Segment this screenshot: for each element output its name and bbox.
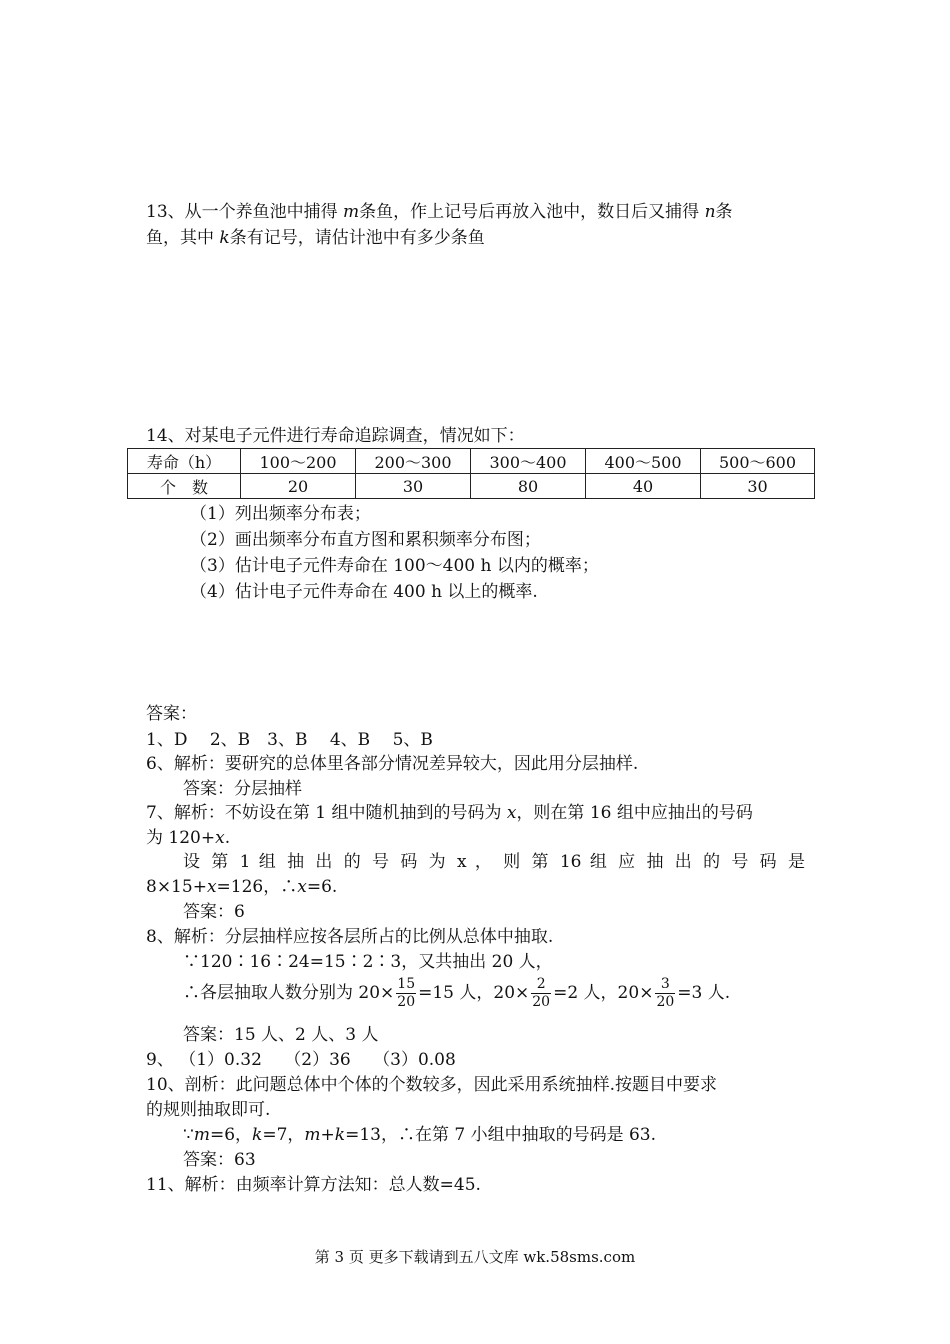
fraction-numerator: 15 bbox=[397, 976, 416, 992]
answer-10-line-2: 的规则抽取即可. bbox=[146, 1100, 271, 1120]
answer-9: 9、 （1）0.32 （2）36 （3）0.08 bbox=[146, 1050, 456, 1070]
table-cell: 500～600 bbox=[701, 449, 815, 474]
q14-item: （1）列出频率分布表； bbox=[190, 504, 371, 524]
fraction bbox=[655, 976, 675, 1011]
fraction-denominator: 20 bbox=[532, 994, 551, 1010]
table-cell: 80 bbox=[471, 474, 586, 499]
answer-text: ∴各层抽取人数分别为 20× bbox=[183, 983, 395, 1003]
answer-7-line-3: 设 第 1 组 抽 出 的 号 码 为 x ， 则 第 16 组 应 抽 出 的 号 码 是 bbox=[183, 852, 805, 872]
table-cell: 400～500 bbox=[586, 449, 701, 474]
q14-intro: 14、对某电子元件进行寿命追踪调查，情况如下： bbox=[146, 426, 525, 446]
q13-text: 鱼，其中 bbox=[146, 228, 220, 248]
table-cell: 20 bbox=[241, 474, 356, 499]
answer-10-line-1: 10、剖析：此问题总体中个体的个数较多，因此采用系统抽样.按题目中要求 bbox=[146, 1075, 718, 1095]
var-m: m bbox=[193, 1125, 210, 1145]
q13-text: 13、从一个养鱼池中捕得 bbox=[146, 202, 344, 222]
table-cell: 40 bbox=[586, 474, 701, 499]
answer-text: =7， bbox=[262, 1125, 305, 1145]
answer-text: . bbox=[224, 828, 231, 848]
answer-8-line-2: ∵120∶16∶24=15∶2∶3，又共抽出 20 人， bbox=[183, 952, 553, 972]
var-m: m bbox=[304, 1125, 321, 1145]
answer-8-result: 答案：15 人、2 人、3 人 bbox=[183, 1025, 379, 1045]
answer-text: + bbox=[320, 1125, 335, 1145]
answer-10-result: 答案：63 bbox=[183, 1150, 256, 1170]
var-k: k bbox=[252, 1125, 263, 1145]
answer-11: 11、解析：由频率计算方法知：总人数=45. bbox=[146, 1175, 481, 1195]
answer-text: =126，∴ bbox=[216, 877, 298, 897]
fraction-denominator: 20 bbox=[397, 994, 416, 1010]
table-cell: 200～300 bbox=[356, 449, 471, 474]
q13-text: 条 bbox=[715, 202, 733, 222]
var-m: m bbox=[343, 202, 360, 222]
q14-item: （3）估计电子元件寿命在 100～400 h 以内的概率； bbox=[190, 556, 599, 576]
answer-text: =3 人. bbox=[677, 983, 731, 1003]
answer-7-result: 答案：6 bbox=[183, 902, 245, 922]
answer-text: 7、解析：不妨设在第 1 组中随机抽到的号码为 bbox=[146, 803, 507, 823]
answer-8: 8、解析：分层抽样应按各层所占的比例从总体中抽取. bbox=[146, 927, 554, 947]
q13-line-1 bbox=[146, 200, 733, 224]
answer-text: =2 人，20× bbox=[553, 983, 654, 1003]
table-cell: 30 bbox=[701, 474, 815, 499]
q13-line-2 bbox=[146, 226, 485, 250]
answer-text: =13，∴在第 7 小组中抽取的号码是 63. bbox=[345, 1125, 657, 1145]
answer-1-5: 1、D 2、B 3、B 4、B 5、B bbox=[146, 730, 433, 750]
answer-7-line-2 bbox=[146, 826, 230, 850]
q13-text: 条鱼，作上记号后再放入池中，数日后又捕得 bbox=[359, 202, 705, 222]
answer-text: ，则在第 16 组中应抽出的号码 bbox=[516, 803, 753, 823]
fraction-denominator: 20 bbox=[656, 994, 675, 1010]
var-k: k bbox=[334, 1125, 346, 1145]
fraction-numerator: 3 bbox=[655, 976, 675, 994]
answer-text: 8×15+ bbox=[146, 877, 207, 897]
table-cell: 300～400 bbox=[471, 449, 586, 474]
var-n: n bbox=[704, 202, 716, 222]
lifetime-table bbox=[127, 448, 815, 499]
fraction-numerator: 2 bbox=[531, 976, 551, 994]
answer-text: =6. bbox=[306, 877, 338, 897]
var-x: x bbox=[506, 803, 517, 823]
page-footer: 第 3 页 更多下载请到五八文库 wk.58sms.com bbox=[314, 1248, 636, 1266]
table-cell: 个 数 bbox=[128, 474, 241, 499]
var-x: x bbox=[206, 877, 217, 897]
table-cell: 100～200 bbox=[241, 449, 356, 474]
table-cell: 30 bbox=[356, 474, 471, 499]
q14-item: （4）估计电子元件寿命在 400 h 以上的概率. bbox=[190, 582, 538, 602]
answer-text: =6， bbox=[209, 1125, 253, 1145]
fraction bbox=[396, 976, 416, 1011]
answer-7-line-4 bbox=[146, 875, 337, 899]
answers-title: 答案： bbox=[146, 704, 197, 724]
answer-10-line-3 bbox=[183, 1123, 656, 1147]
var-x: x bbox=[297, 877, 307, 897]
answer-7-line-1 bbox=[146, 801, 753, 825]
answer-6-result: 答案：分层抽样 bbox=[183, 779, 302, 799]
answer-text: =15 人，20× bbox=[418, 983, 530, 1003]
table-row bbox=[128, 474, 815, 499]
q14-item: （2）画出频率分布直方图和累积频率分布图； bbox=[190, 530, 541, 550]
answer-text: 为 120+ bbox=[146, 828, 216, 848]
answer-8-line-3 bbox=[183, 976, 730, 1011]
q13-text: 条有记号，请估计池中有多少条鱼 bbox=[229, 228, 485, 248]
table-row bbox=[128, 449, 815, 474]
table-cell: 寿命（h） bbox=[128, 449, 241, 474]
fraction bbox=[531, 976, 551, 1011]
var-k: k bbox=[219, 228, 230, 248]
var-x: x bbox=[215, 828, 225, 848]
answer-text: ∵ bbox=[183, 1125, 194, 1145]
answer-6: 6、解析：要研究的总体里各部分情况差异较大，因此用分层抽样. bbox=[146, 754, 639, 774]
